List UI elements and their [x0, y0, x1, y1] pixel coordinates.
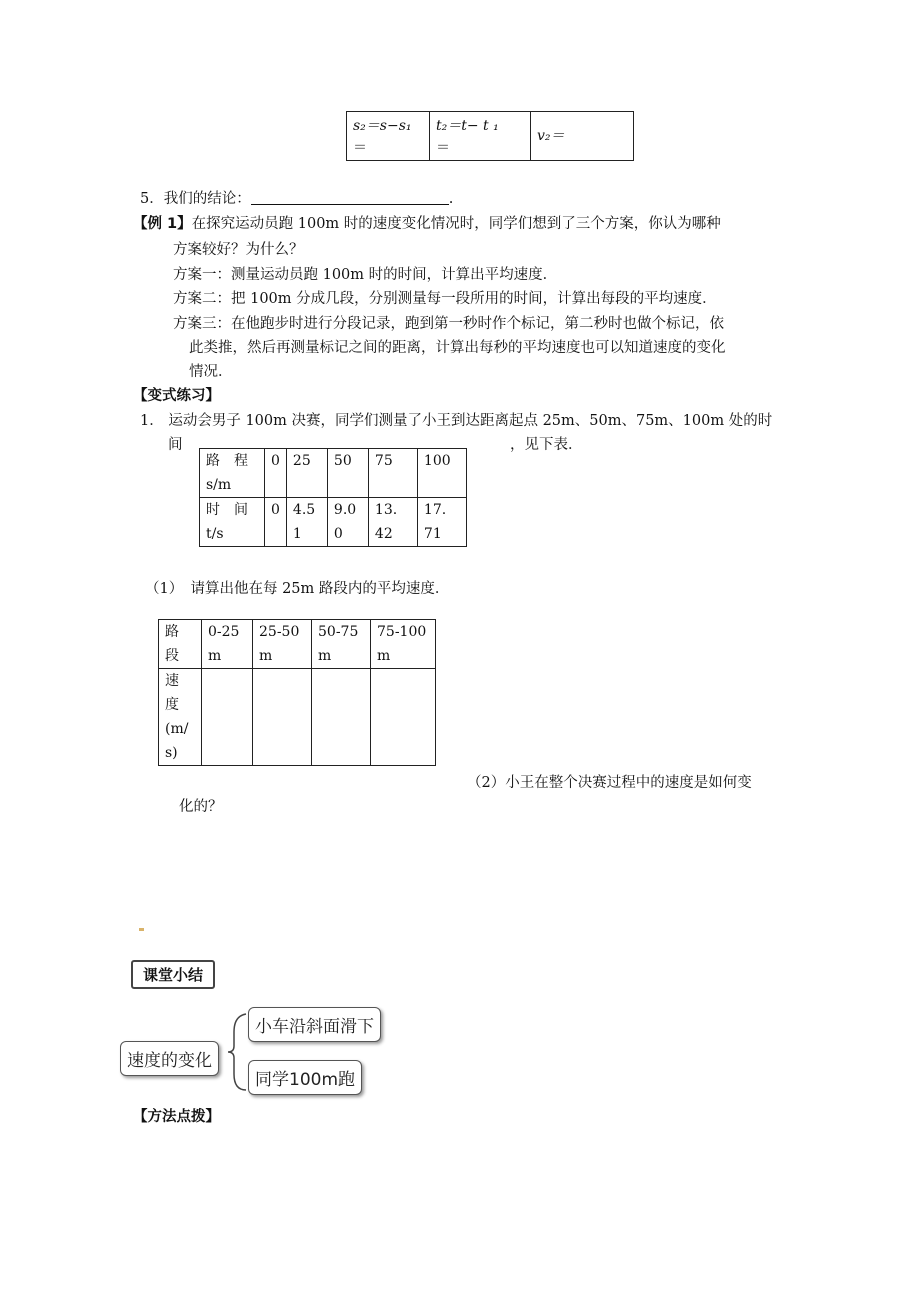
summary-bracket: [226, 1012, 250, 1092]
t2-cell: [430, 112, 531, 161]
summary-root: 速度的变化: [127, 1051, 212, 1071]
top-calc-table: [346, 111, 634, 161]
conclusion-blank[interactable]: [251, 188, 449, 205]
sub-question-2-line1: （2）小王在整个决赛过程中的速度是如何变: [467, 775, 752, 791]
example1-text: 在探究运动员跑 100m 时的速度变化情况时，同学们想到了三个方案，你认为哪种: [191, 216, 721, 232]
question1-line2b: ，见下表．: [510, 437, 583, 453]
v2-formula: v₂＝: [537, 128, 565, 144]
s2-formula: s₂＝s−s₁: [353, 118, 412, 134]
time-label-cell: 时 间 t/s: [200, 498, 265, 547]
t2-equals: ＝: [436, 140, 450, 156]
sub-question-2-line2: 化的？: [179, 799, 223, 815]
speed-table: [158, 619, 436, 766]
summary-branch1: 小车沿斜面滑下: [255, 1017, 374, 1037]
segment-header: 75-100 m: [371, 620, 436, 669]
summary-root-box: [120, 1041, 219, 1076]
v2-cell: [531, 112, 634, 161]
example1-tag: 【例 1】: [133, 216, 192, 232]
distance-label-cell: 路 程 s/m: [200, 449, 265, 498]
summary-title-banner: [131, 960, 215, 989]
segment-header: 50-75 m: [312, 620, 371, 669]
sub-question-1: （1） 请算出他在每 25m 路段内的平均速度．: [145, 581, 450, 597]
speed-answer-cell[interactable]: [371, 669, 436, 766]
summary-branch2: 同学100m跑: [255, 1070, 356, 1090]
conclusion-end: .: [448, 191, 454, 207]
small-mark: [139, 928, 144, 931]
segment-header: 0-25 m: [202, 620, 253, 669]
s2-equals: ＝: [353, 140, 367, 156]
example1-line1: [133, 212, 721, 233]
table-cell: 9.0 0: [327, 498, 368, 547]
speed-label-cell: 速 度 (m/ s): [159, 669, 202, 766]
plan3-line2: 此类推，然后再测量标记之间的距离，计算出每秒的平均速度也可以知道速度的变化: [189, 340, 726, 356]
conclusion-label: 5．我们的结论：: [140, 191, 251, 207]
plan1: 方案一：测量运动员跑 100m 时的时间，计算出平均速度．: [173, 267, 558, 283]
summary-title: 课堂小结: [143, 966, 204, 984]
example1-line2: 方案较好？为什么？: [173, 242, 304, 258]
table-cell: 13. 42: [368, 498, 417, 547]
speed-answer-cell[interactable]: [202, 669, 253, 766]
distance-time-table: [199, 448, 467, 547]
summary-branch2-box: [248, 1060, 362, 1095]
table-cell: 0: [265, 498, 287, 547]
summary-branch1-box: [248, 1007, 381, 1042]
conclusion-line: [140, 187, 453, 208]
plan2: 方案二：把 100m 分成几段，分别测量每一段所用的时间，计算出每段的平均速度．: [173, 291, 717, 307]
t2-formula: t₂＝t− t ₁: [436, 118, 499, 134]
segment-header: 25-50 m: [253, 620, 312, 669]
table-cell: 17. 71: [417, 498, 466, 547]
table-cell: 75: [368, 449, 417, 498]
table-cell: 25: [286, 449, 327, 498]
table-cell: 100: [417, 449, 466, 498]
s2-cell: [347, 112, 430, 161]
method-heading: 【方法点拨】: [133, 1109, 220, 1125]
speed-answer-cell[interactable]: [253, 669, 312, 766]
table-cell: 0: [265, 449, 287, 498]
table-cell: 50: [327, 449, 368, 498]
question1-line2a: 间: [168, 437, 183, 453]
variation-heading: 【变式练习】: [133, 388, 220, 404]
table-cell: 4.5 1: [286, 498, 327, 547]
plan3-line3: 情况．: [189, 364, 233, 380]
plan3-line1: 方案三：在他跑步时进行分段记录，跑到第一秒时作个标记，第二秒时也做个标记，依: [173, 316, 724, 332]
question1-line1: 1． 运动会男子 100m 决赛，同学们测量了小王到达距离起点 25m、50m、75m、100m 处的时: [140, 413, 773, 429]
speed-answer-cell[interactable]: [312, 669, 371, 766]
segment-header: 路 段: [159, 620, 202, 669]
